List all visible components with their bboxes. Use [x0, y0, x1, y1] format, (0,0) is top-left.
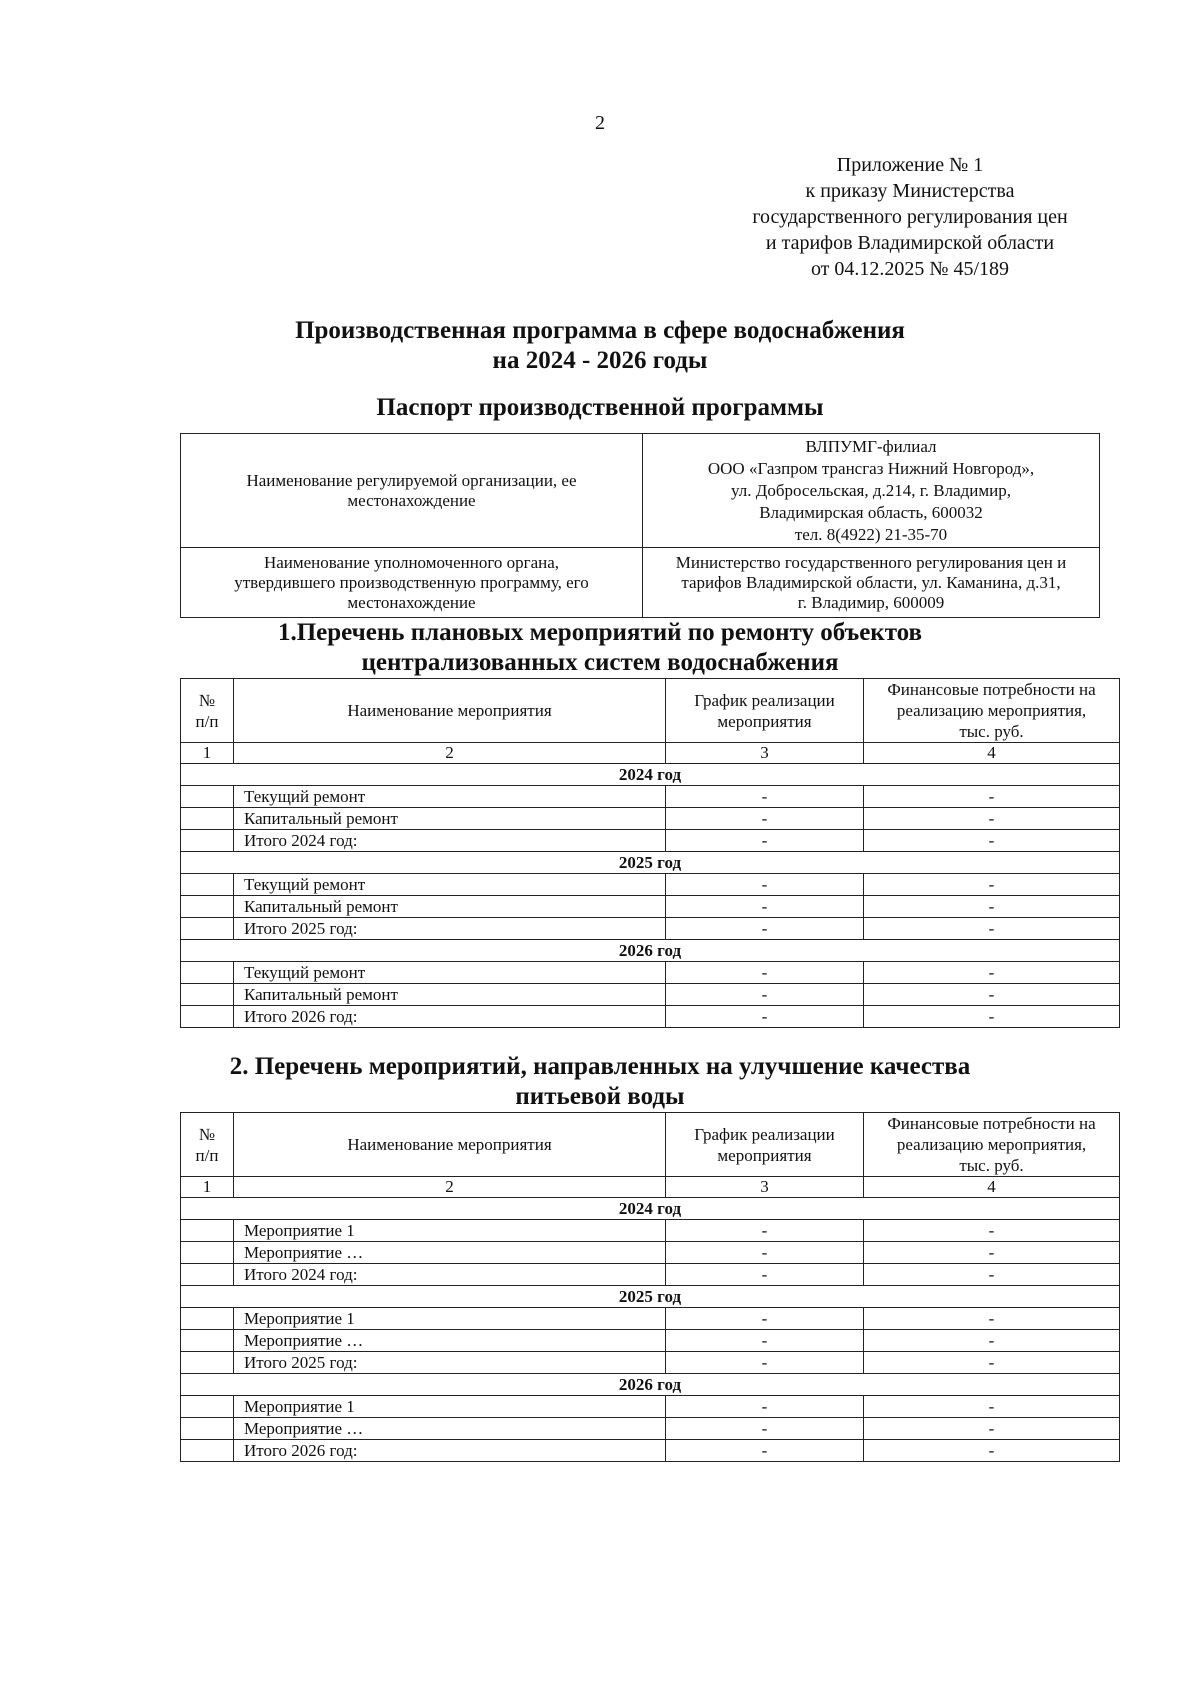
passport-row — [181, 434, 1100, 548]
passport-value: Министерство государственного регулирования цен и тарифов Владимирской области, ул. Каманина, д.31, г. Владимир, 600009 — [643, 548, 1100, 618]
section1-title: 1.Перечень плановых мероприятий по ремонту объектов централизованных систем водоснабжения — [277, 619, 923, 676]
table-row: Мероприятие 1 - - — [181, 1308, 1120, 1330]
year-row: 2024 год — [181, 764, 1120, 786]
document-title — [0, 316, 1200, 376]
col-header-schedule: График реализации мероприятия — [666, 1113, 864, 1177]
year-row: 2026 год — [181, 940, 1120, 962]
table-row: Капитальный ремонт - - — [181, 896, 1120, 918]
table-header-row — [181, 1113, 1120, 1177]
annex-line: от 04.12.2025 № 45/189 — [810, 258, 1010, 280]
col-header-name: Наименование мероприятия — [234, 679, 666, 743]
table-row: Итого 2026 год: - - — [181, 1006, 1120, 1028]
annex-line: государственного регулирования цен — [752, 206, 1068, 228]
table-header-row — [181, 679, 1120, 743]
table-row: Итого 2026 год: - - — [181, 1440, 1120, 1462]
table-row: Текущий ремонт - - — [181, 874, 1120, 896]
passport-table — [180, 433, 1100, 618]
annex-line: и тарифов Владимирской области — [765, 232, 1055, 254]
col-header-num: № п/п — [181, 1113, 234, 1177]
column-number-row: 1 2 3 4 — [181, 743, 1120, 764]
col-header-num: № п/п — [181, 679, 234, 743]
passport-value: ВЛПУМГ-филиал ООО «Газпром трансгаз Нижний Новгород», ул. Добросельская, д.214, г. Владимир, Владимирская область, 600032 тел. 8(4922) 21-35-70 — [643, 434, 1100, 548]
table-row: Итого 2025 год: - - — [181, 918, 1120, 940]
document-title-line: Производственная программа в сфере водоснабжения — [295, 317, 905, 344]
annex-line: Приложение № 1 — [836, 154, 984, 176]
section2-title: 2. Перечень мероприятий, направленных на улучшение качества питьевой воды — [229, 1053, 971, 1110]
passport-title: Паспорт производственной программы — [376, 394, 824, 421]
year-row: 2025 год — [181, 1286, 1120, 1308]
year-row: 2024 год — [181, 1198, 1120, 1220]
passport-label: Наименование уполномоченного органа, утвердившего производственную программу, его местонахождение — [181, 548, 643, 618]
table-row: Капитальный ремонт - - — [181, 984, 1120, 1006]
col-header-finance: Финансовые потребности на реализацию мероприятия, тыс. руб. — [864, 679, 1120, 743]
col-header-finance: Финансовые потребности на реализацию мероприятия, тыс. руб. — [864, 1113, 1120, 1177]
col-header-name: Наименование мероприятия — [234, 1113, 666, 1177]
table-row: Итого 2024 год: - - — [181, 1264, 1120, 1286]
year-row: 2026 год — [181, 1374, 1120, 1396]
table-row: Текущий ремонт - - — [181, 786, 1120, 808]
page-number: 2 — [595, 112, 605, 134]
table-row: Мероприятие … - - — [181, 1330, 1120, 1352]
annex-header — [700, 152, 1120, 282]
table-row: Итого 2024 год: - - — [181, 830, 1120, 852]
table-row: Мероприятие 1 - - — [181, 1220, 1120, 1242]
passport-row — [181, 548, 1100, 618]
passport-label: Наименование регулируемой организации, ее местонахождение — [181, 434, 643, 548]
year-row: 2025 год — [181, 852, 1120, 874]
table-row: Мероприятие … - - — [181, 1418, 1120, 1440]
table-row: Мероприятие … - - — [181, 1242, 1120, 1264]
water-quality-measures-table — [180, 1112, 1120, 1462]
table-row: Мероприятие 1 - - — [181, 1396, 1120, 1418]
table-row: Капитальный ремонт - - — [181, 808, 1120, 830]
table-row: Итого 2025 год: - - — [181, 1352, 1120, 1374]
repair-measures-table — [180, 678, 1120, 1028]
table-row: Текущий ремонт - - — [181, 962, 1120, 984]
col-header-schedule: График реализации мероприятия — [666, 679, 864, 743]
annex-line: к приказу Министерства — [805, 180, 1015, 202]
document-title-line: на 2024 - 2026 годы — [492, 347, 708, 374]
column-number-row: 1 2 3 4 — [181, 1177, 1120, 1198]
